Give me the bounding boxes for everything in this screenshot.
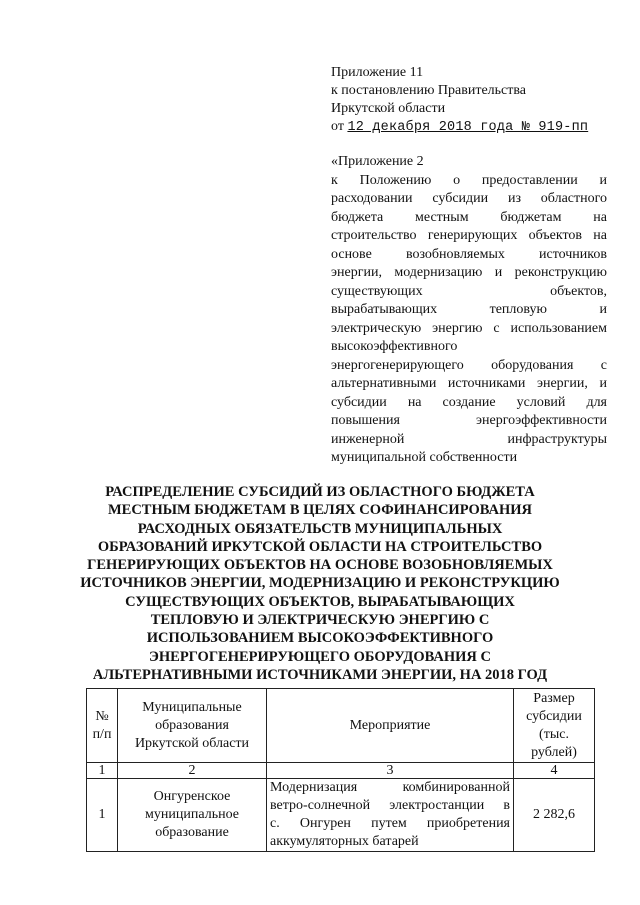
row-municipality-line: образование	[155, 825, 229, 840]
appendix-line: к Положению о предоставлении и	[331, 172, 607, 188]
index-cell: 4	[514, 763, 595, 779]
row-activity-line: аккумуляторных батарей	[270, 834, 419, 849]
title-line: ЭНЕРГОГЕНЕРИРУЮЩЕГО ОБОРУДОВАНИЯ С	[149, 648, 491, 665]
title-line: ТЕПЛОВУЮ И ЭЛЕКТРИЧЕСКУЮ ЭНЕРГИЮ С	[150, 612, 490, 629]
title-line: МЕСТНЫМ БЮДЖЕТАМ В ЦЕЛЯХ СОФИНАНСИРОВАНИЯ	[107, 502, 533, 519]
document-title	[40, 483, 600, 684]
header-activity	[267, 689, 514, 763]
index-cell: 3	[267, 763, 514, 779]
appendix-line: высокоэффективного	[331, 339, 458, 354]
header-line-3: Иркутской области	[331, 101, 446, 116]
appendix-line: электрическую энергию с использованием	[331, 320, 607, 336]
row-activity	[267, 779, 514, 852]
header-municipality	[118, 689, 267, 763]
header-num-line: п/п	[92, 726, 112, 742]
header-num	[87, 689, 118, 763]
header-date-value: 12 декабря 2018 года № 919-пп	[347, 120, 589, 135]
header-activity-line: Мероприятие	[349, 717, 431, 733]
header-amount-line: субсидии	[526, 708, 582, 724]
header-num-line: №	[95, 708, 109, 724]
title-line: РАСХОДНЫХ ОБЯЗАТЕЛЬСТВ МУНИЦИПАЛЬНЫХ	[137, 520, 503, 537]
appendix-line: повышения энергоэффективности	[331, 413, 607, 428]
header-amount-line: рублей)	[531, 744, 577, 760]
appendix-line: муниципальной собственности	[331, 450, 518, 465]
row-num: 1	[87, 779, 118, 852]
table-header-row	[87, 689, 595, 763]
appendix-line: вырабатывающих тепловую и	[331, 302, 607, 317]
header-line-1: Приложение 11	[331, 65, 424, 80]
row-municipality	[118, 779, 267, 852]
table-index-row	[87, 763, 595, 779]
subsidy-table	[86, 688, 595, 852]
header-amount-line: (тыс.	[539, 726, 569, 742]
title-line: РАСПРЕДЕЛЕНИЕ СУБСИДИЙ ИЗ ОБЛАСТНОГО БЮДЖЕТА	[105, 484, 535, 500]
title-line: СУЩЕСТВУЮЩИХ ОБЪЕКТОВ, ВЫРАБАТЫВАЮЩИХ	[125, 593, 515, 610]
header-amount-line: Размер	[533, 690, 575, 706]
title-line: ИСПОЛЬЗОВАНИЕМ ВЫСОКОЭФФЕКТИВНОГО	[146, 630, 494, 647]
title-line: ИСТОЧНИКОВ ЭНЕРГИИ, МОДЕРНИЗАЦИЮ И РЕКОНСТРУКЦИЮ	[80, 575, 560, 592]
index-cell: 1	[87, 763, 118, 779]
appendix-line: основе возобновляемых источников	[331, 246, 607, 262]
appendix-line: инженерной инфраструктуры	[331, 431, 607, 447]
row-activity-line: Модернизация комбинированной	[270, 780, 510, 795]
index-cell: 2	[118, 763, 267, 779]
title-line: ОБРАЗОВАНИЙ ИРКУТСКОЙ ОБЛАСТИ НА СТРОИТЕЛЬСТВО	[97, 538, 543, 555]
appendix-line: бюджета местным бюджетам на	[331, 209, 607, 225]
table-row	[87, 779, 595, 852]
appendix-line: «Приложение 2	[331, 154, 424, 169]
row-activity-line: ветро-солнечной электростанции в	[270, 798, 510, 813]
appendix-line: расходовании субсидии из областного	[331, 191, 607, 206]
appendix-11-header	[331, 64, 611, 137]
appendix-line: альтернативными источниками энергии, и	[331, 376, 607, 391]
appendix-line: субсидии на создание условий для	[331, 394, 607, 410]
header-line-2: к постановлению Правительства	[331, 83, 527, 98]
title-line: АЛЬТЕРНАТИВНЫМИ ИСТОЧНИКАМИ ЭНЕРГИИ, НА 2018 ГОД	[92, 666, 548, 683]
appendix-line: строительство генерирующих объектов на	[331, 228, 607, 243]
header-municipality-line: образования	[155, 717, 229, 733]
header-municipality-line: Муниципальные	[142, 699, 242, 715]
header-date-prefix: от	[331, 119, 348, 134]
header-municipality-line: Иркутской области	[134, 735, 250, 751]
header-date-line	[331, 118, 611, 137]
row-amount: 2 282,6	[514, 779, 595, 852]
row-activity-line: с. Онгурен путем приобретения	[270, 816, 510, 831]
appendix-line: энергогенерирующего оборудования с	[331, 357, 607, 373]
subsidy-table-wrapper	[86, 688, 595, 852]
appendix-line: энергии, модернизацию и реконструкцию	[331, 265, 607, 280]
title-line: ГЕНЕРИРУЮЩИХ ОБЪЕКТОВ НА ОСНОВЕ ВОЗОБНОВЛЯЕМЫХ	[87, 557, 553, 574]
header-amount	[514, 689, 595, 763]
row-municipality-line: Онгуренское	[153, 789, 231, 804]
appendix-line: существующих объектов,	[331, 283, 607, 299]
row-municipality-line: муниципальное	[145, 807, 239, 822]
appendix-2-block	[331, 153, 607, 468]
